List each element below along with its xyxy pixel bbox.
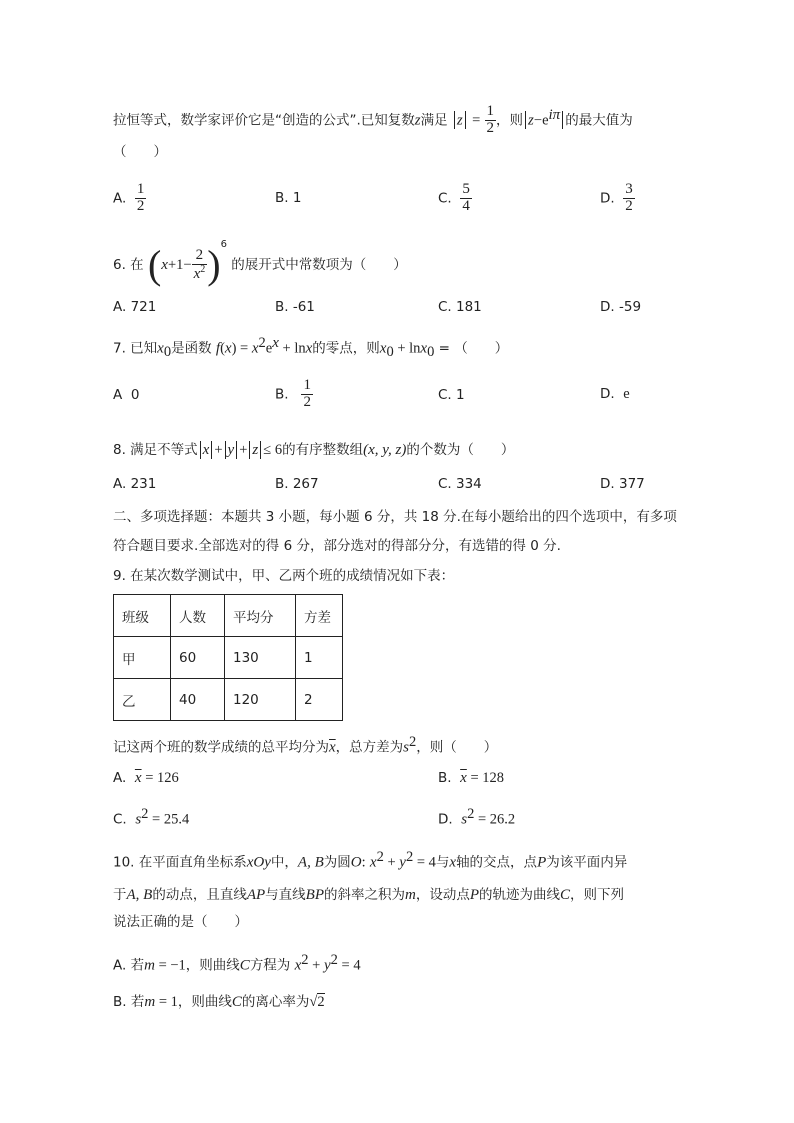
q10-option-a: A. 若m = −1，则曲线C方程为 $x^2 + y^2 = 4$ xyxy=(113,952,361,974)
abs-bar xyxy=(465,111,466,129)
section2-line1: 二、多项选择题：本题共 3 小题，每小题 6 分，共 18 分.在每小题给出的四个选项中，有多项 xyxy=(113,509,677,525)
q10-line3: 说法正确的是（ ） xyxy=(113,914,248,930)
table-cell: 甲 xyxy=(114,637,171,679)
q6-option-c: C. 181 xyxy=(438,299,482,315)
q5-z: z xyxy=(414,112,421,129)
q5-option-a: A. $\frac{1}{2}$ xyxy=(113,181,145,214)
q10-option-b: B. 若m = 1，则曲线C的离心率为√2 xyxy=(113,994,325,1010)
abs-bar xyxy=(525,111,526,129)
q5-option-d: D. $\frac{3}{2}$ xyxy=(600,181,633,214)
abs-bar xyxy=(454,111,455,129)
table-cell: 120 xyxy=(225,679,296,721)
table-header: 人数 xyxy=(171,595,225,637)
q7-option-a: A 0 xyxy=(113,387,140,403)
q7-option-b: B. $\frac{1}{2}$ xyxy=(275,377,311,410)
q9-option-d: D. $s^2 = 26.2$ xyxy=(438,806,516,828)
q5-stem-c: ，则 xyxy=(496,112,524,129)
q8-option-b: B. 267 xyxy=(275,476,319,492)
q6-option-b: B. -61 xyxy=(275,299,315,315)
q5-stem-b: 满足 xyxy=(420,112,448,129)
score-table xyxy=(113,594,343,721)
q5-stem-d: 的最大值为 xyxy=(565,112,633,129)
q8-stem: 8. 满足不等式 x + y + z ≤ 6的有序整数组(x, y, z)的个数为（ ） xyxy=(113,442,515,458)
q9-followup: 记这两个班的数学成绩的总平均分为$\overline{x}$，总方差为$s^2$，则（ ） xyxy=(113,734,498,756)
q10-line2: 于A, B的动点，且直线AP与直线BP的斜率之积为m，设动点P的轨迹为曲线C，则下列 xyxy=(113,887,625,903)
q6-stem: 6. 在 (x+1− $\frac{2}{x^2}$ )$^6$ 的展开式中常数项为（ ） xyxy=(113,239,407,287)
table-header: 方差 xyxy=(296,595,343,637)
q9-option-a: A. $\overline{x} = 126$ xyxy=(113,770,179,786)
q6-option-d: D. -59 xyxy=(600,299,642,315)
q9-option-c: C. $s^2 = 25.4$ xyxy=(113,806,190,828)
q5-stem-a: 拉恒等式，数学家评价它是“创造的公式”.已知复数 xyxy=(113,112,415,129)
q7-option-d: D. e xyxy=(600,386,630,402)
q9-stem: 9. 在某次数学测试中，甲、乙两个班的成绩情况如下表： xyxy=(113,568,455,584)
table-header: 平均分 xyxy=(225,595,296,637)
q7-stem: 7. 已知$x_0$是函数 $f(x) = x^2e^x + \ln x$的零点，则$x_0 + \ln x_0$ = （ ） xyxy=(113,335,509,361)
table-header-row xyxy=(114,595,343,637)
table-row xyxy=(114,679,343,721)
table-row xyxy=(114,637,343,679)
q6-option-a: A. 721 xyxy=(113,299,157,315)
q5-paren: （ ） xyxy=(113,144,167,160)
q5-option-c: C. $\frac{5}{4}$ xyxy=(438,181,470,214)
q5-option-b: B. 1 xyxy=(275,190,302,206)
section2-line2: 符合题目要求.全部选对的得 6 分，部分选对的得部分分，有选错的得 0 分. xyxy=(113,538,561,554)
abs-bar xyxy=(562,111,563,129)
q5-z-abs: z xyxy=(456,112,463,129)
q5-line1: 拉恒等式，数学家评价它是“创造的公式”.已知复数z满足 z = $\frac{1}{2}$ ，则 $z-e^{i\pi}$ 的最大值为 xyxy=(113,103,633,136)
q8-option-c: C. 334 xyxy=(438,476,482,492)
table-cell: 1 xyxy=(296,637,343,679)
q8-option-d: D. 377 xyxy=(600,476,645,492)
table-cell: 2 xyxy=(296,679,343,721)
q9-option-b: B. $\overline{x} = 128$ xyxy=(438,770,505,786)
table-cell: 40 xyxy=(171,679,225,721)
q7-option-c: C. 1 xyxy=(438,387,465,403)
table-cell: 130 xyxy=(225,637,296,679)
table-header: 班级 xyxy=(114,595,171,637)
q10-line1: 10. 在平面直角坐标系xOy中，A, B为圆O: $x^2 + y^2 = 4$与x轴的交点，点P为该平面内异 xyxy=(113,849,628,871)
table-cell: 60 xyxy=(171,637,225,679)
q8-option-a: A. 231 xyxy=(113,476,157,492)
table-cell: 乙 xyxy=(114,679,171,721)
q5-half: $\frac{1}{2}$ xyxy=(486,103,495,136)
